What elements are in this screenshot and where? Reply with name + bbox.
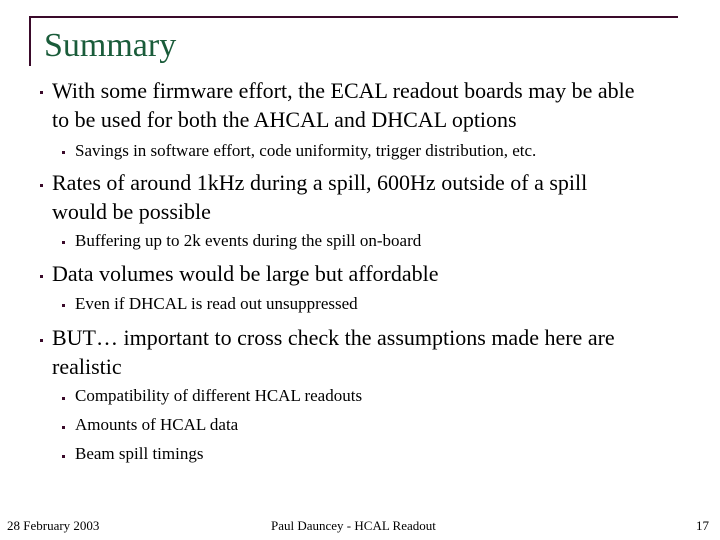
- footer-date: 28 February 2003: [7, 518, 100, 533]
- sub-bullet-3-1: Even if DHCAL is read out unsuppressed: [75, 294, 358, 313]
- sub-bullet-4-2: Amounts of HCAL data: [75, 415, 239, 434]
- sub-bullet-2-1: Buffering up to 2k events during the spill on-board: [75, 231, 422, 250]
- title-frame-left-rule: [29, 16, 31, 66]
- sub-bullet-icon: [62, 241, 65, 244]
- sub-bullet-1-1: Savings in software effort, code uniformity, trigger distribution, etc.: [75, 141, 537, 160]
- bullet-icon: [40, 339, 43, 342]
- slide-title: Summary: [44, 27, 177, 64]
- sub-bullet-icon: [62, 151, 65, 154]
- sub-bullet-icon: [62, 455, 65, 458]
- sub-bullet-icon: [62, 304, 65, 307]
- bullet-4-line-2: realistic: [52, 354, 122, 379]
- footer-page-number: 17: [696, 518, 709, 533]
- bullet-2-line-2: would be possible: [52, 199, 211, 224]
- bullet-3-line-1: Data volumes would be large but affordable: [52, 261, 439, 286]
- sub-bullet-icon: [62, 426, 65, 429]
- sub-bullet-icon: [62, 397, 65, 400]
- bullet-4-line-1: BUT… important to cross check the assumptions made here are: [52, 325, 615, 350]
- bullet-icon: [40, 275, 43, 278]
- bullet-1-line-2: to be used for both the AHCAL and DHCAL options: [52, 107, 517, 132]
- bullet-icon: [40, 184, 43, 187]
- bullet-1-line-1: With some firmware effort, the ECAL readout boards may be able: [52, 78, 635, 103]
- title-frame-top-rule: [29, 16, 678, 18]
- sub-bullet-4-3: Beam spill timings: [75, 444, 204, 463]
- bullet-icon: [40, 91, 43, 94]
- bullet-2-line-1: Rates of around 1kHz during a spill, 600Hz outside of a spill: [52, 170, 588, 195]
- sub-bullet-4-1: Compatibility of different HCAL readouts: [75, 386, 363, 405]
- footer-center: Paul Dauncey - HCAL Readout: [271, 518, 436, 533]
